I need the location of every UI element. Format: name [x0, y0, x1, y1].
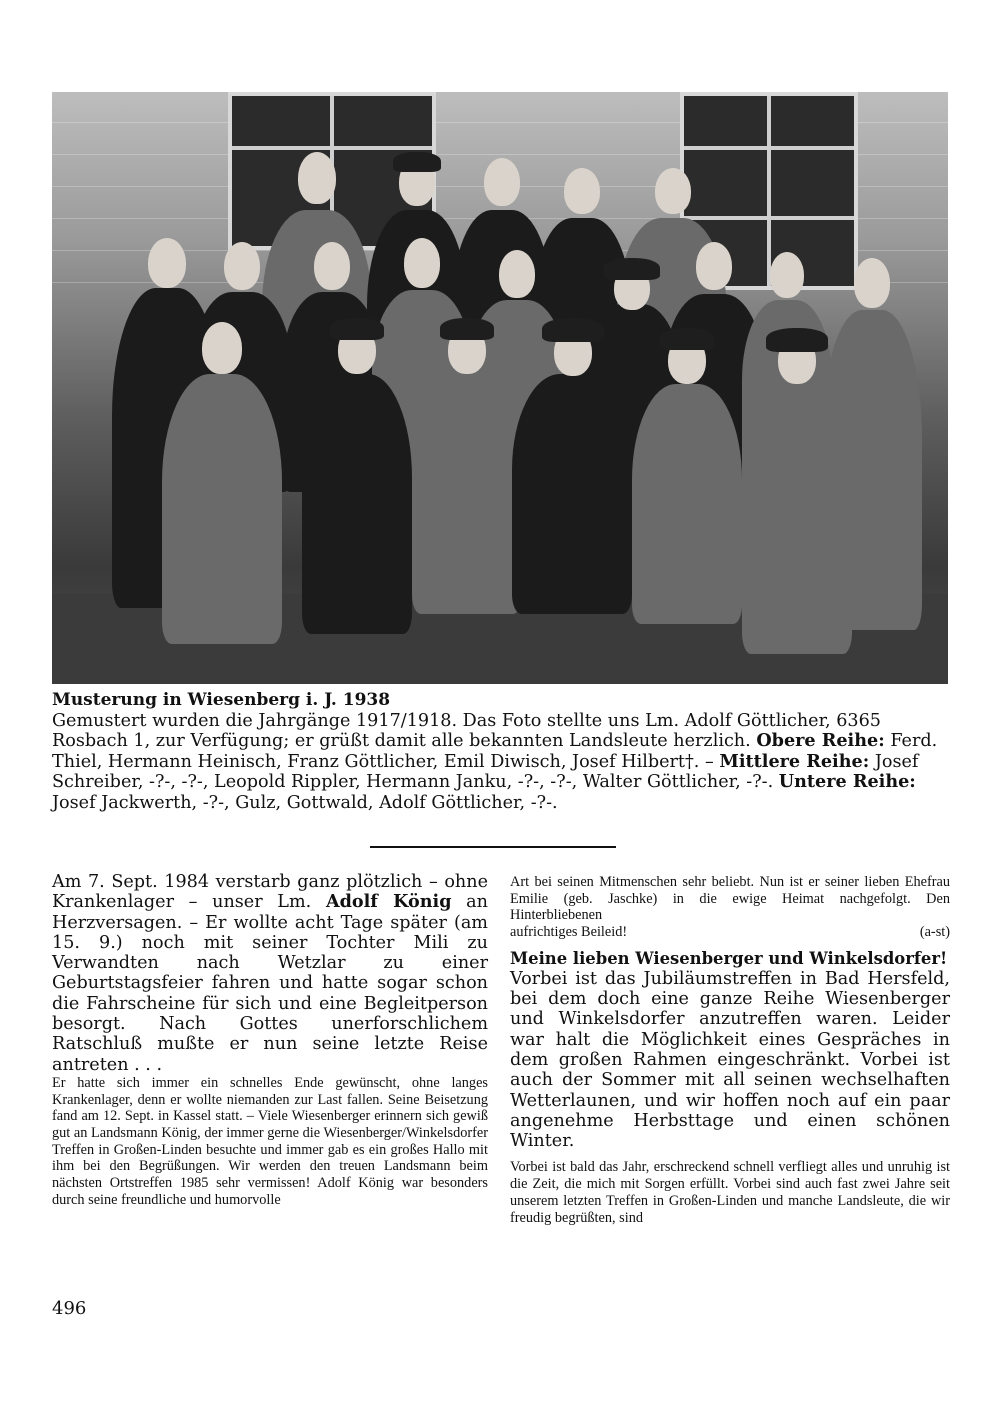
obituary-column	[52, 872, 488, 1209]
group-photo	[52, 92, 948, 684]
caption-middle-row-label: Mittlere Reihe:	[719, 750, 870, 772]
section-divider	[370, 846, 616, 848]
caption-bottom-row-label: Untere Reihe:	[778, 771, 916, 792]
page-number: 496	[52, 1298, 87, 1319]
caption-title: Musterung in Wiesenberg i. J. 1938	[52, 690, 391, 710]
author-signature: (a-st)	[919, 924, 950, 941]
letter-heading: Meine lieben Wiesenberger und Winkelsdorfer!	[510, 948, 948, 968]
obituary-details: Er hatte sich immer ein schnelles Ende gewünscht, ohne langes Krankenlager, denn er wollte niemanden zur Last fallen. Seine Beisetzung fand am 12. Sept. in Kassel statt. – Viele Wiesenberger erinnern sich gewiß gut an Landsmann König, der immer gerne die Wiesenberger/Winkelsdorfer Treffen in Großen-Linden besuchte und immer gab es ein großes Hallo mit ihm bei den Begrüßungen. Wir werden den treuen Landsmann beim nächsten Ortstreffen 1985 sehr vermissen! Adolf König war besonders durch seine freundliche und humorvolle	[52, 1074, 488, 1208]
caption-top-row-label: Obere Reihe:	[756, 730, 885, 751]
caption-description: Gemustert wurden die Jahrgänge 1917/1918. Das Foto stellte uns Lm. Adolf Göttlicher, 6365 Rosbach 1, zur Verfügung; er grüßt damit alle bekannten Landsleute herzlich.	[52, 710, 882, 751]
caption-bottom-row-names: Josef Jackwerth, -?-, Gulz, Gottwald, Adolf Göttlicher, -?-.	[52, 792, 558, 813]
obituary-continuation: Art bei seinen Mitmenschen sehr beliebt. Nun ist er seiner lieben Ehefrau Emilie (geb. Jaschke) in die ewige Heimat nachgefolgt. Den Hinterbliebenen	[510, 874, 950, 924]
obituary-name: Adolf König	[325, 891, 452, 913]
letter-paragraph: Vorbei ist das Jubiläumstreffen in Bad Hersfeld, bei dem doch eine ganze Reihe Wiesenberger und Winkelsdorfer anzutreffen waren. Leider war halt die Möglichkeit eines Gespräches in dem großen Rahmen eingeschränkt. Vorbei ist auch der Sommer mit all seinen wechselhaften Wetterlaunen, und wir hoffen noch auf ein paar angenehme Herbsttage und einen schönen Winter.	[510, 968, 950, 1152]
letter-small-paragraph: Vorbei ist bald das Jahr, erschreckend schnell verfliegt alles und unruhig ist die Zeit, die mich mit Sorgen erfüllt. Vorbei sind auch fast zwei Jahre seit unserem letzten Treffen in Großen-Linden und manche Landsleute, die wir freudig begrüßten, sind	[510, 1159, 950, 1226]
caption-top-row-names: Ferd. Thiel, Hermann Heinisch, Franz Göttlicher, Emil Diwisch, Josef Hilbert†.	[52, 731, 938, 772]
condolence-text: aufrichtiges Beileid!	[510, 924, 628, 941]
obituary-intro	[52, 872, 488, 1075]
caption-text	[52, 711, 957, 814]
caption-dash: –	[704, 751, 714, 772]
right-column	[510, 874, 950, 1226]
obituary-intro-rest: an Herzversagen. – Er wollte acht Tage später (am 15. 9.) noch mit seiner Tochter Mili zu Verwandten nach Wetzlar zu einer Geburtstagsfeier fahren und hatte sogar schon die Fahrscheine für sich und eine Begleitperson besorgt. Nach Gottes unerforschlichem Ratschluß mußte er nun seine letzte Reise antreten . . .	[52, 892, 488, 1075]
photo-caption	[52, 690, 957, 813]
obituary-intro-text: Am 7. Sept. 1984 verstarb ganz plötzlich – ohne Krankenlager – unser Lm.	[52, 872, 488, 913]
obituary-closing	[510, 924, 950, 941]
caption-middle-row-names: Josef Schreiber, -?-, -?-, Leopold Rippler, Hermann Janku, -?-, -?-, Walter Göttlicher, -?-.	[52, 751, 919, 792]
